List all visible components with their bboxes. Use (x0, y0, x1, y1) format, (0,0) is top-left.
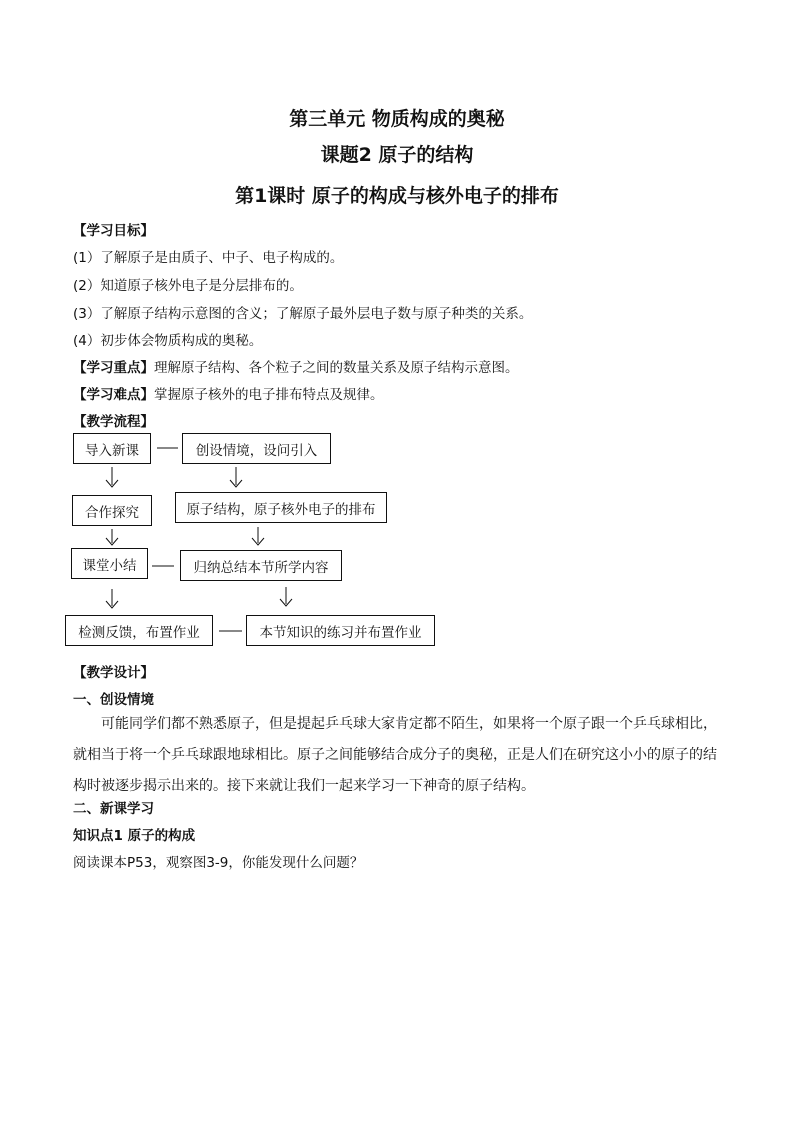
flow-step-intro: 导入新课 (73, 433, 151, 464)
flow-step-explore: 合作探究 (72, 495, 152, 526)
flow-step-feedback: 检测反馈，布置作业 (65, 615, 213, 646)
objectives-heading: 【学习目标】 (73, 223, 154, 239)
knowledge1-text: 阅读课本P53，观察图3-9，你能发现什么问题？ (73, 855, 364, 871)
unit-title: 第三单元 物质构成的奥秘 (289, 108, 505, 130)
flow-detail-feedback: 本节知识的练习并布置作业 (246, 615, 435, 646)
difficulty-text: 掌握原子核外的电子排布特点及规律。 (154, 387, 384, 403)
section1-title: 一、创设情境 (73, 692, 154, 708)
lesson-title: 课题2 原子的结构 (320, 144, 474, 166)
flow-detail-intro: 创设情境，设问引入 (182, 433, 331, 464)
flow-detail-explore: 原子结构，原子核外电子的排布 (175, 492, 387, 523)
objective-item: (3）了解原子结构示意图的含义；了解原子最外层电子数与原子种类的关系。 (73, 306, 533, 322)
key-point-label: 【学习重点】 (73, 360, 154, 376)
key-point-text: 理解原子结构、各个粒子之间的数量关系及原子结构示意图。 (154, 360, 519, 376)
objective-item: (4）初步体会物质构成的奥秘。 (73, 333, 263, 349)
period-title: 第1课时 原子的构成与核外电子的排布 (235, 185, 559, 207)
difficulty-label: 【学习难点】 (73, 387, 154, 403)
section2-title: 二、新课学习 (73, 801, 154, 817)
flow-step-summary: 课堂小结 (71, 548, 148, 579)
design-heading: 【教学设计】 (73, 665, 154, 681)
objective-item: (2）知道原子核外电子是分层排布的。 (73, 278, 303, 294)
objective-item: (1）了解原子是由质子、中子、电子构成的。 (73, 250, 344, 266)
section1-paragraph: 可能同学们都不熟悉原子，但是提起乒乓球大家肯定都不陌生，如果将一个原子跟一个乒乓球相比，就相当于将一个乒乓球跟地球相比。原子之间能够结合成分子的奥秘，正是人们在研究这小小的原子的结构时被逐步揭示出来的。接下来就让我们一起来学习一下神奇的原子结构。 (73, 716, 717, 794)
flow-detail-summary: 归纳总结本节所学内容 (180, 550, 342, 581)
knowledge1-title: 知识点1 原子的构成 (73, 828, 196, 844)
difficulty (73, 383, 384, 403)
key-point (73, 356, 519, 376)
flow-heading: 【教学流程】 (73, 414, 154, 430)
